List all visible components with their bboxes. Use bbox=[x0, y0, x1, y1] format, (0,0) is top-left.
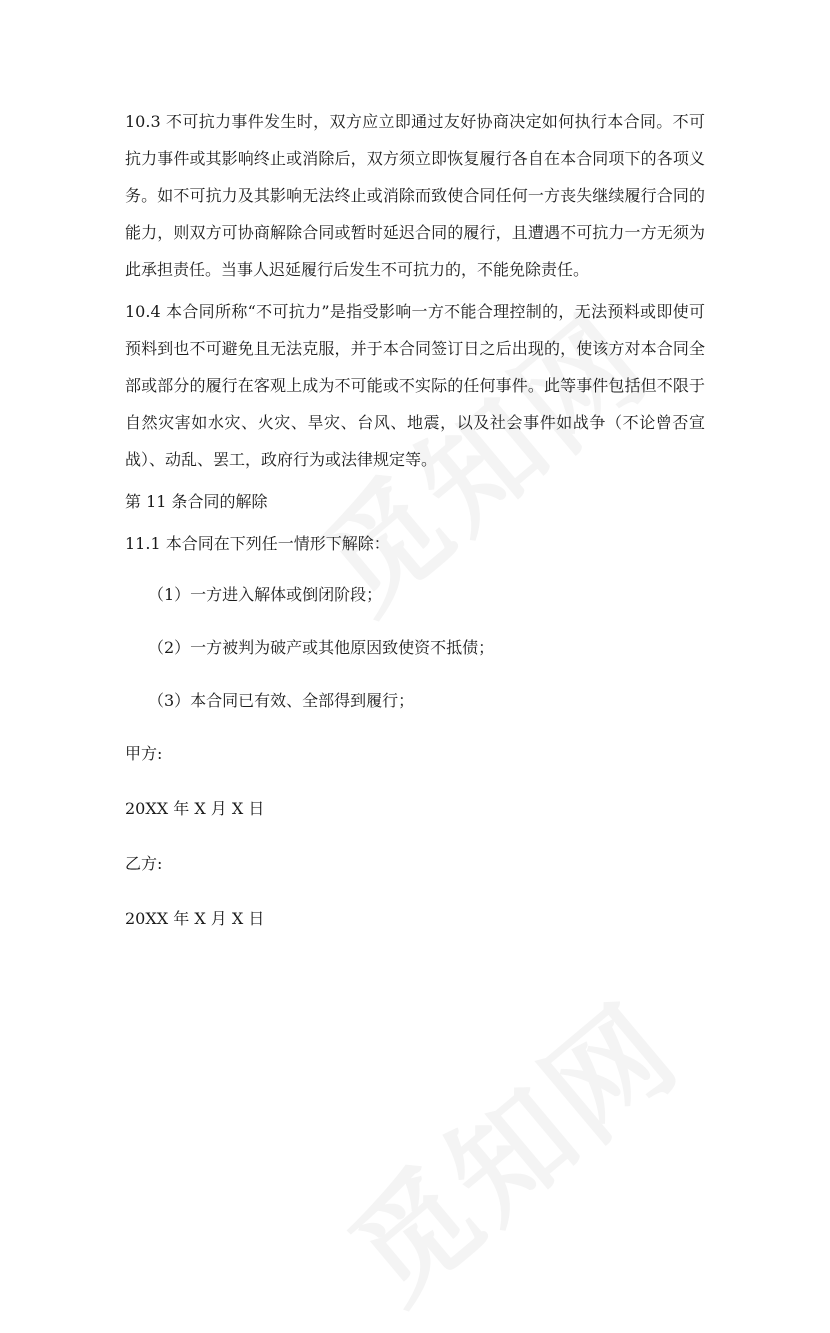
list-item: （2）一方被判为破产或其他原因致使资不抵债； bbox=[148, 638, 495, 657]
list-item: （1）一方进入解体或倒闭阶段； bbox=[148, 585, 383, 604]
party-a-label: 甲方: bbox=[125, 744, 163, 763]
paragraph-10-4: 10.4 本合同所称“不可抗力”是指受影响一方不能合理控制的，无法预料或即使可预料到也不可避免且无法克服，并于本合同签订日之后出现的，使该方对本合同全部或部分的履行在客观上成为不可能或不实际的任何事件。此等事件包括但不限于自然灾害如水灾、火灾、旱灾、台风、地震，以及社会事件如战争（不论曾否宣战）、动乱、罢工，政府行为或法律规定等。 bbox=[125, 302, 705, 469]
watermark bbox=[309, 959, 709, 1333]
list-item: （3）本合同已有效、全部得到履行； bbox=[148, 691, 415, 710]
party-b-date: 20XX 年 X 月 X 日 bbox=[125, 909, 265, 928]
section-title: 第 11 条合同的解除 bbox=[125, 492, 268, 511]
document-body bbox=[125, 103, 705, 937]
party-a-date: 20XX 年 X 月 X 日 bbox=[125, 799, 265, 818]
clause-intro: 11.1 本合同在下列任一情形下解除： bbox=[125, 534, 390, 553]
paragraph-10-3: 10.3 不可抗力事件发生时，双方应立即通过友好协商决定如何执行本合同。不可抗力事件或其影响终止或消除后，双方须立即恢复履行各自在本合同项下的各项义务。如不可抗力及其影响无法终止或消除而致使合同任何一方丧失继续履行合同的能力，则双方可协商解除合同或暂时延迟合同的履行，且遭遇不可抗力一方无须为此承担责任。当事人迟延履行后发生不可抗力的，不能免除责任。 bbox=[125, 112, 705, 279]
party-b-label: 乙方: bbox=[125, 854, 163, 873]
